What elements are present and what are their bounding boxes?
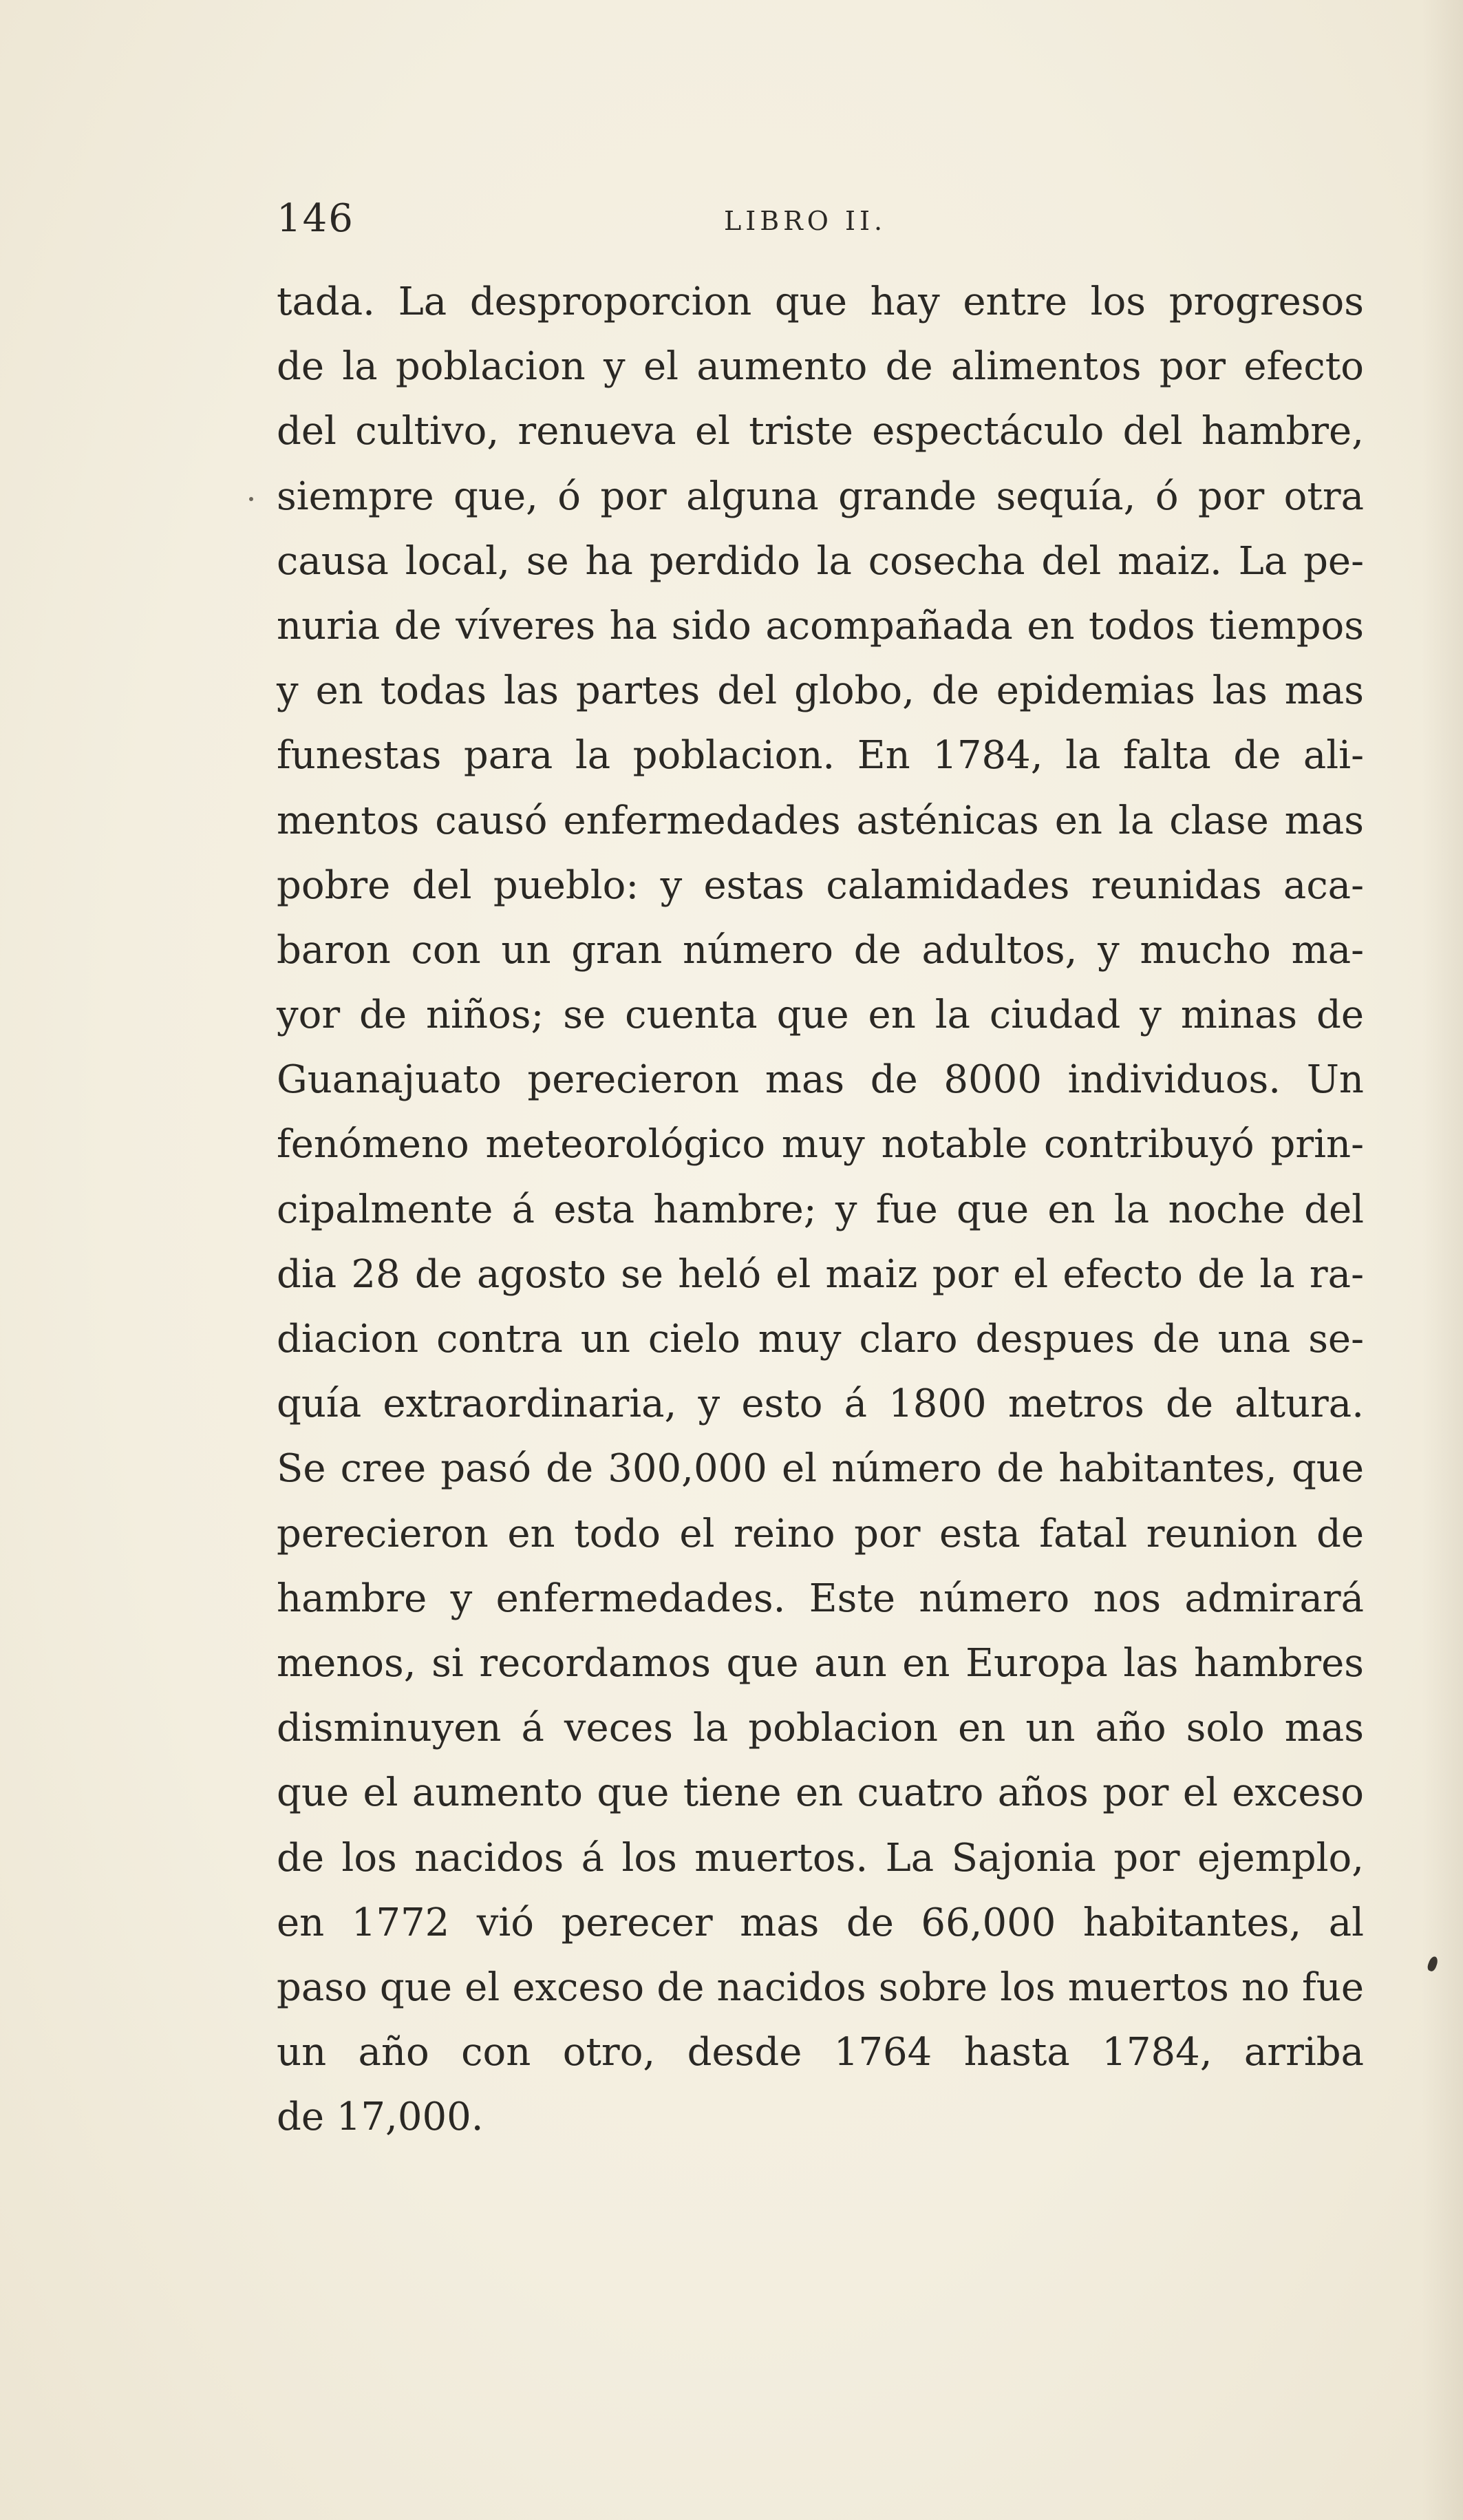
text-line: perecieron en todo el reino por esta fatal reunion de	[277, 1511, 1364, 1556]
text-line: yor de niños; se cuenta que en la ciudad y minas de	[277, 993, 1364, 1038]
text-line: del cultivo, renueva el triste espectáculo del hambre,	[277, 409, 1364, 454]
body-text	[277, 270, 1364, 2150]
running-title: LIBRO II.	[724, 206, 887, 236]
text-line: causa local, se ha perdido la cosecha del maiz. La pe-	[277, 538, 1364, 584]
text-line: Guanajuato perecieron mas de 8000 individuos. Un	[277, 1057, 1364, 1103]
text-line: baron con un gran número de adultos, y mucho ma-	[277, 927, 1364, 973]
text-line: y en todas las partes del globo, de epidemias las mas	[277, 668, 1364, 714]
page-number: 146	[277, 196, 354, 241]
text-line: hambre y enfermedades. Este número nos admirará	[277, 1576, 1364, 1621]
text-line: en 1772 vió perecer mas de 66,000 habitantes, al	[277, 1900, 1364, 1945]
text-line: fenómeno meteorológico muy notable contribuyó prin-	[277, 1122, 1364, 1167]
text-line: de los nacidos á los muertos. La Sajonia por ejemplo,	[277, 1835, 1364, 1881]
text-line: cipalmente á esta hambre; y fue que en la noche del	[277, 1187, 1364, 1232]
text-line: mentos causó enfermedades asténicas en la clase mas	[277, 798, 1364, 843]
text-line: dia 28 de agosto se heló el maiz por el efecto de la ra-	[277, 1251, 1364, 1297]
text-line: paso que el exceso de nacidos sobre los muertos no fue	[277, 1965, 1364, 2010]
text-line: menos, si recordamos que aun en Europa las hambres	[277, 1640, 1364, 1686]
margin-speck	[249, 497, 253, 501]
text-line: que el aumento que tiene en cuatro años por el exceso	[277, 1770, 1364, 1816]
text-line-last: de 17,000.	[277, 2095, 484, 2140]
text-line: Se cree pasó de 300,000 el número de habitantes, que	[277, 1446, 1364, 1492]
text-line: disminuyen á veces la poblacion en un año solo mas	[277, 1706, 1364, 1751]
running-head	[277, 196, 1364, 258]
text-line: siempre que, ó por alguna grande sequía, ó por otra	[277, 474, 1364, 519]
page-edge-shadow	[1422, 0, 1463, 2520]
text-line: funestas para la poblacion. En 1784, la falta de ali-	[277, 733, 1364, 779]
text-line: de la poblacion y el aumento de alimentos por efecto	[277, 344, 1364, 390]
text-line: diacion contra un cielo muy claro despues de una se-	[277, 1317, 1364, 1362]
text-line: nuria de víveres ha sido acompañada en todos tiempos	[277, 603, 1364, 648]
text-line: pobre del pueblo: y estas calamidades reunidas aca-	[277, 862, 1364, 908]
text-line: tada. La desproporcion que hay entre los progresos	[277, 279, 1364, 324]
text-line: quía extraordinaria, y esto á 1800 metros de altura.	[277, 1381, 1364, 1427]
text-line: un año con otro, desde 1764 hasta 1784, arriba	[277, 2030, 1364, 2075]
